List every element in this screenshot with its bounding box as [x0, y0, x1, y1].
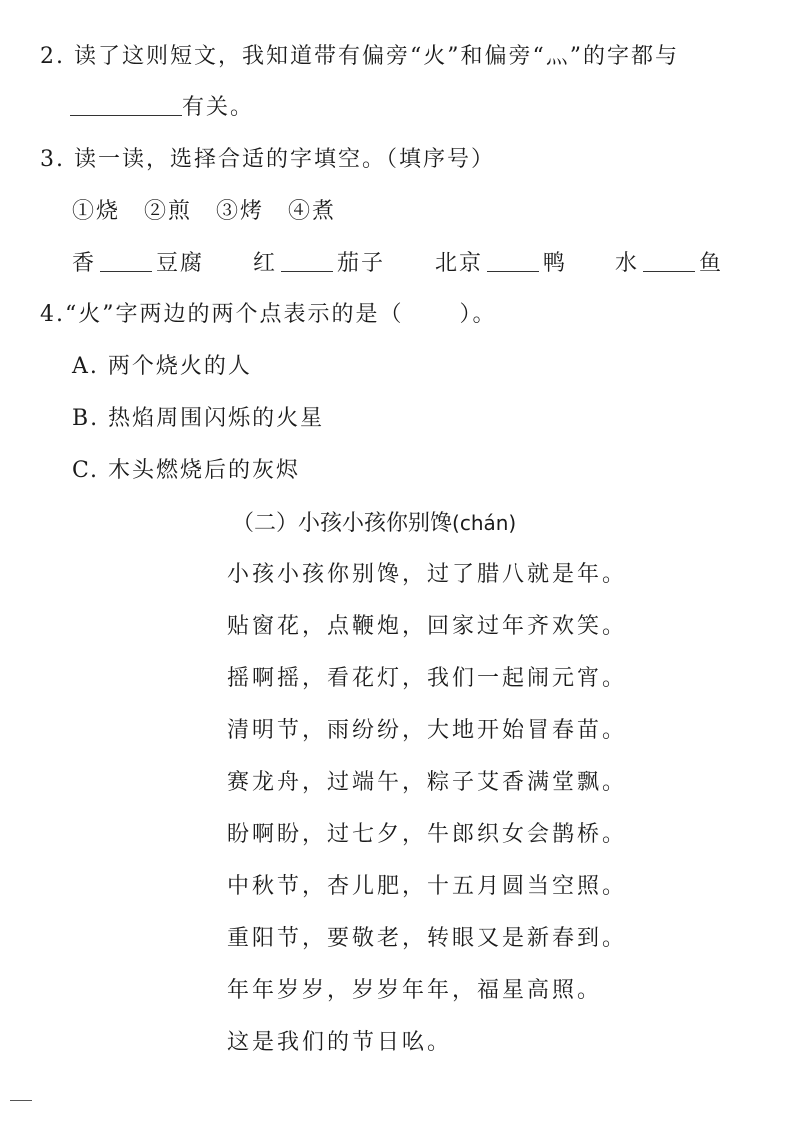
- question-4-prompt: [40, 300, 497, 330]
- fill-blank[interactable]: [100, 249, 152, 272]
- poem-line: 这是我们的节日吆。: [227, 1030, 453, 1055]
- answer-blank[interactable]: [70, 93, 182, 116]
- poem-line: 摇啊摇，看花灯，我们一起闹元宵。: [227, 666, 628, 691]
- choice-c[interactable]: C. 木头燃烧后的灰烬: [72, 458, 301, 483]
- choice-a[interactable]: A. 两个烧火的人: [72, 354, 252, 379]
- question-2-line-2: [70, 93, 254, 123]
- poem-line: 小孩小孩你别馋，过了腊八就是年。: [227, 562, 628, 587]
- fill-item-after: 鸭: [543, 251, 568, 276]
- poem-line: 中秋节，杏儿肥，十五月圆当空照。: [227, 874, 628, 899]
- choice-b[interactable]: B. 热焰周围闪烁的火星: [72, 406, 325, 431]
- fill-blank[interactable]: [643, 249, 695, 272]
- question-3-options: ①烧 ②煎 ③烤 ④煮: [72, 199, 337, 224]
- question-2-suffix: 有关。: [182, 95, 255, 120]
- question-2-line-1: 2. 读了这则短文，我知道带有偏旁“火”和偏旁“灬”的字都与: [40, 44, 679, 69]
- fill-item-after: 豆腐: [156, 251, 205, 276]
- fill-item-4: [615, 249, 723, 279]
- poem-line: 清明节，雨纷纷，大地开始冒春苗。: [227, 718, 628, 743]
- fill-item-after: 茄子: [337, 251, 386, 276]
- fill-item-before: 北京: [435, 251, 484, 276]
- question-3-prompt: 3. 读一读，选择合适的字填空。（填序号）: [40, 147, 495, 172]
- fill-item-before: 红: [253, 251, 278, 276]
- fill-item-2: [253, 249, 385, 279]
- poem-title-pinyin: (chán): [452, 511, 517, 535]
- poem-title-text: （二）小孩小孩你别馋: [232, 511, 453, 536]
- fill-item-3: [435, 249, 567, 279]
- poem-line: 年年岁岁，岁岁年年，福星高照。: [227, 978, 603, 1003]
- poem-line: 贴窗花，点鞭炮，回家过年齐欢笑。: [227, 614, 628, 639]
- question-4-prompt-before: 4.“火”字两边的两个点表示的是（: [40, 302, 404, 327]
- poem-title: [232, 508, 516, 539]
- poem-line: 赛龙舟，过端午，粽子艾香满堂飘。: [227, 770, 628, 795]
- fill-item-before: 香: [72, 251, 97, 276]
- poem-line: 盼啊盼，过七夕，牛郎织女会鹊桥。: [227, 822, 628, 847]
- page-corner-mark: [10, 1100, 32, 1101]
- poem-line: 重阳节，要敬老，转眼又是新春到。: [227, 926, 628, 951]
- fill-item-1: [72, 249, 204, 279]
- fill-item-before: 水: [615, 251, 640, 276]
- fill-item-after: 鱼: [699, 251, 724, 276]
- fill-blank[interactable]: [281, 249, 333, 272]
- fill-blank[interactable]: [487, 249, 539, 272]
- question-4-prompt-after: ）。: [459, 302, 497, 327]
